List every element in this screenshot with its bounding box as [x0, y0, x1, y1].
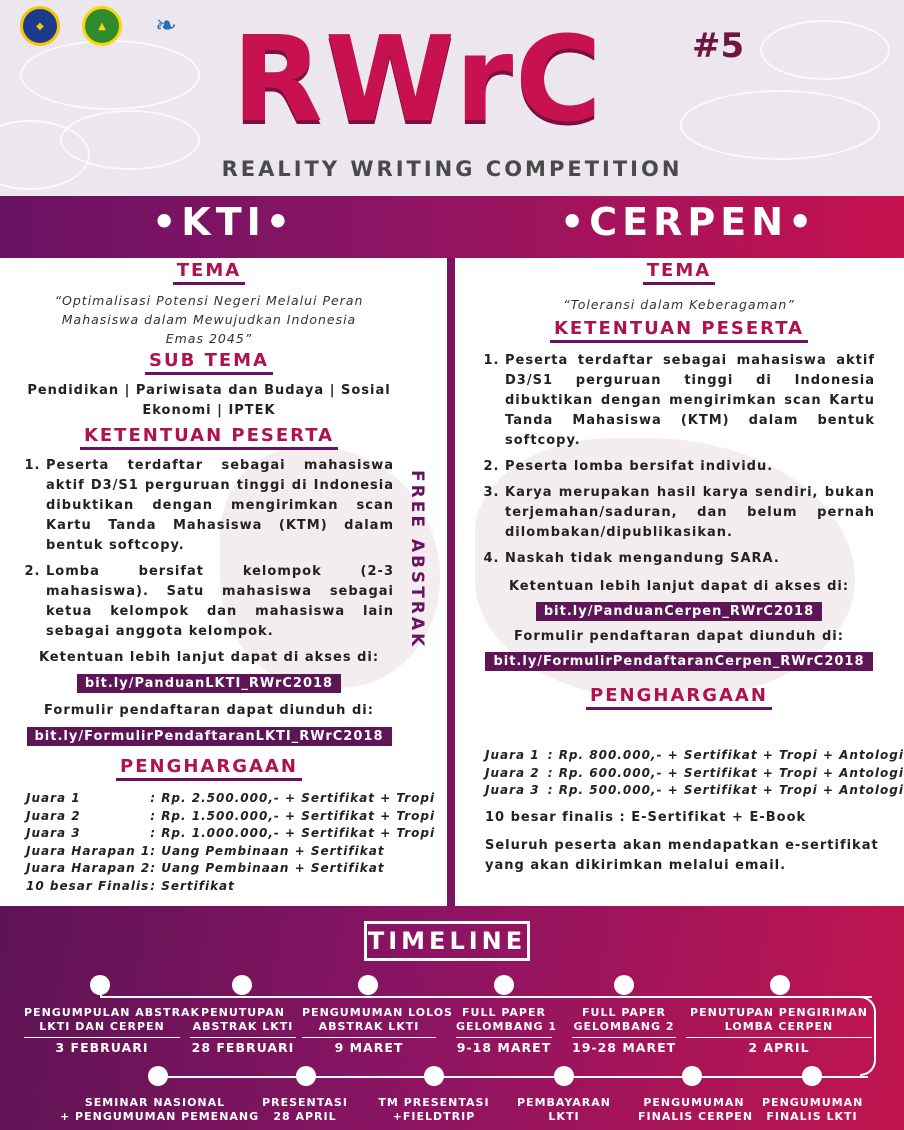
cerpen-finalists: 10 besar finalis : E-Sertifikat + E-Book: [485, 810, 807, 825]
timeline-dot: [802, 1066, 822, 1086]
timeline-event: PEMBAYARAN LKTI: [517, 1096, 611, 1123]
kti-form-link[interactable]: bit.ly/FormulirPendaftaranLKTI_RWrC2018: [27, 727, 392, 746]
cerpen-form-text: Formulir pendaftaran dapat diunduh di:: [514, 629, 844, 644]
timeline-event: PRESENTASI 28 APRIL: [262, 1096, 348, 1123]
timeline-dot: [770, 975, 790, 995]
timeline-event: PENGUMUMAN FINALIS LKTI: [762, 1096, 864, 1123]
cerpen-rule-3: 3. Karya merupakan hasil karya sendiri, bukan terjemahan/saduran, dan belum pernah dilombakan/dipublikasikan.: [505, 483, 875, 543]
cerpen-heading: •CERPEN•: [560, 200, 818, 244]
table-row: [26, 860, 435, 878]
table-row: [26, 825, 435, 843]
cerpen-guide-link[interactable]: bit.ly/PanduanCerpen_RWrC2018: [536, 602, 822, 621]
timeline-dot: [682, 1066, 702, 1086]
timeline-event: FULL PAPER GELOMBANG 2 19-28 MARET: [572, 1006, 677, 1055]
timeline-dot: [554, 1066, 574, 1086]
award-prize: : Uang Pembinaan + Sertifikat: [150, 861, 385, 875]
award-rank: Juara 1: [26, 791, 81, 805]
timeline-event: SEMINAR NASIONAL + PENGUMUMAN PEMENANG: [60, 1096, 260, 1123]
award-prize: : Rp. 1.000.000,- + Sertifikat + Tropi: [150, 826, 436, 840]
award-prize: : Rp. 500.000,- + Sertifikat + Tropi + Antologi: [547, 783, 904, 797]
cerpen-note: Seluruh peserta akan mendapatkan e-sertifikat yang akan dikirimkan melalui email.: [485, 838, 879, 873]
award-rank: 10 besar Finalis: [26, 878, 150, 893]
kti-awards-heading: PENGHARGAAN: [116, 756, 302, 781]
award-rank: Juara 2: [26, 808, 81, 823]
kti-subthemes: Pendidikan | Pariwisata dan Budaya | Sosial Ekonomi | IPTEK: [27, 383, 391, 418]
kti-awards-table: [26, 790, 435, 895]
cerpen-rule-4: 4. Naskah tidak mengandung SARA.: [505, 549, 875, 569]
timeline-dot: [232, 975, 252, 995]
timeline-dot: [614, 975, 634, 995]
timeline-title: TIMELINE: [364, 921, 530, 961]
table-row: [26, 843, 435, 861]
kti-guide-link[interactable]: bit.ly/PanduanLKTI_RWrC2018: [77, 674, 341, 693]
kti-rules-list: [24, 456, 394, 642]
free-abstract-label: FREE ABSTRAK: [407, 470, 427, 650]
kti-heading: •KTI•: [152, 200, 296, 244]
award-rank: Juara 3: [26, 826, 81, 840]
award-prize: : Sertifikat: [150, 878, 235, 893]
award-prize: : Rp. 800.000,- + Sertifikat + Tropi + Antologi: [547, 748, 904, 762]
award-rank: Juara 1: [485, 748, 540, 762]
cerpen-column: [455, 258, 904, 906]
cerpen-form-link[interactable]: bit.ly/FormulirPendaftaranCerpen_RWrC2018: [485, 652, 872, 671]
timeline-dot: [296, 1066, 316, 1086]
cerpen-rules-heading: KETENTUAN PESERTA: [550, 318, 808, 343]
kti-theme: “Optimalisasi Potensi Negeri Melalui Peran Mahasiswa dalam Mewujudkan Indonesia Emas 2045”: [54, 293, 364, 346]
award-rank: Juara Harapan 1: [26, 843, 151, 858]
cerpen-rules-list: [483, 351, 875, 569]
kti-form-text: Formulir pendaftaran dapat diunduh di:: [44, 703, 374, 718]
table-row: [485, 765, 904, 783]
cerpen-rule-2: 2. Peserta lomba bersifat individu.: [505, 457, 875, 477]
award-prize: : Rp. 600.000,- + Sertifikat + Tropi + Antologi: [547, 765, 904, 780]
table-row: [485, 747, 904, 765]
award-prize: : Rp. 2.500.000,- + Sertifikat + Tropi: [150, 791, 436, 805]
header-banner: [0, 0, 904, 196]
award-rank: Juara 2: [485, 765, 540, 780]
timeline-event: FULL PAPER GELOMBANG 9-18 MARET: [456, 1006, 552, 1055]
award-rank: Juara 3: [485, 783, 540, 797]
cerpen-awards-table: [485, 747, 904, 800]
kti-rule-1: 1. Peserta terdaftar sebagai mahasiswa aktif D3/S1 perguruan tinggi di Indonesia dibuktikan dengan mengirimkan scan Kartu Tanda Mahasiswa (KTM) dalam bentuk softcopy.: [46, 456, 394, 556]
timeline-event: TM PRESENTASI +FIELDTRIP: [378, 1096, 490, 1123]
organizer-logo-icon: ❧: [155, 11, 177, 41]
kti-guide-text: Ketentuan lebih lanjut dapat di akses di:: [38, 650, 380, 665]
table-row: [26, 790, 435, 808]
kti-column: [0, 258, 447, 906]
timeline-event: PENUTUPAN ABSTRAK LKTI 28 FEBRUARI: [191, 1006, 295, 1055]
timeline-dot: [424, 1066, 444, 1086]
award-prize: : Rp. 1.500.000,- + Sertifikat + Tropi: [150, 808, 436, 823]
award-rank: Juara Harapan 2: [26, 861, 151, 875]
timeline-dot: [358, 975, 378, 995]
timeline-event: PENGUMPULAN ABSTRAK LKTI DAN CERPEN 3 FEBRUARI: [24, 1006, 201, 1055]
timeline-event: PENGUMUMAN LOLOS ABSTRAK LKTI 9 MARET: [302, 1006, 453, 1055]
kti-subtheme-heading: SUB TEMA: [145, 350, 273, 375]
edition-number: #5: [692, 26, 745, 66]
kti-rule-2: 2. Lomba bersifat kelompok (2-3 mahasiswa). Satu mahasiswa sebagai ketua kelompok dan mahasiswa lain sebagai anggota kelompok.: [46, 562, 394, 642]
cerpen-theme-heading: TEMA: [643, 260, 715, 285]
table-row: [26, 808, 435, 826]
competition-subtitle: REALITY WRITING COMPETITION: [221, 157, 683, 181]
column-divider: [447, 258, 455, 906]
kti-rules-heading: KETENTUAN PESERTA: [80, 425, 338, 450]
cerpen-guide-text: Ketentuan lebih lanjut dapat di akses di:: [508, 579, 850, 594]
cerpen-awards-heading: PENGHARGAAN: [586, 685, 772, 710]
award-prize: : Uang Pembinaan + Sertifikat: [150, 843, 385, 858]
institute-logo-icon: ▲: [82, 6, 122, 46]
cerpen-rule-1: 1. Peserta terdaftar sebagai mahasiswa aktif D3/S1 perguruan tinggi di Indonesia dibuktikan dengan mengirimkan scan Kartu Tanda Mahasiswa (KTM) dalam bentuk softcopy.: [505, 351, 875, 451]
kti-theme-heading: TEMA: [173, 260, 245, 285]
timeline-event: PENGUMUMAN FINALIS CERPEN: [638, 1096, 754, 1123]
timeline-dot: [90, 975, 110, 995]
table-row: [485, 782, 904, 800]
cerpen-theme: “Toleransi dalam Keberagaman”: [563, 297, 795, 312]
university-logo-icon: ◆: [20, 6, 60, 46]
timeline-event: PENUTUPAN PENGIRIMAN LOMBA CERPEN 2 APRIL: [686, 1006, 872, 1055]
table-row: [26, 878, 435, 896]
competition-title: RWrC: [232, 10, 604, 148]
timeline-dot: [494, 975, 514, 995]
timeline-dot: [148, 1066, 168, 1086]
